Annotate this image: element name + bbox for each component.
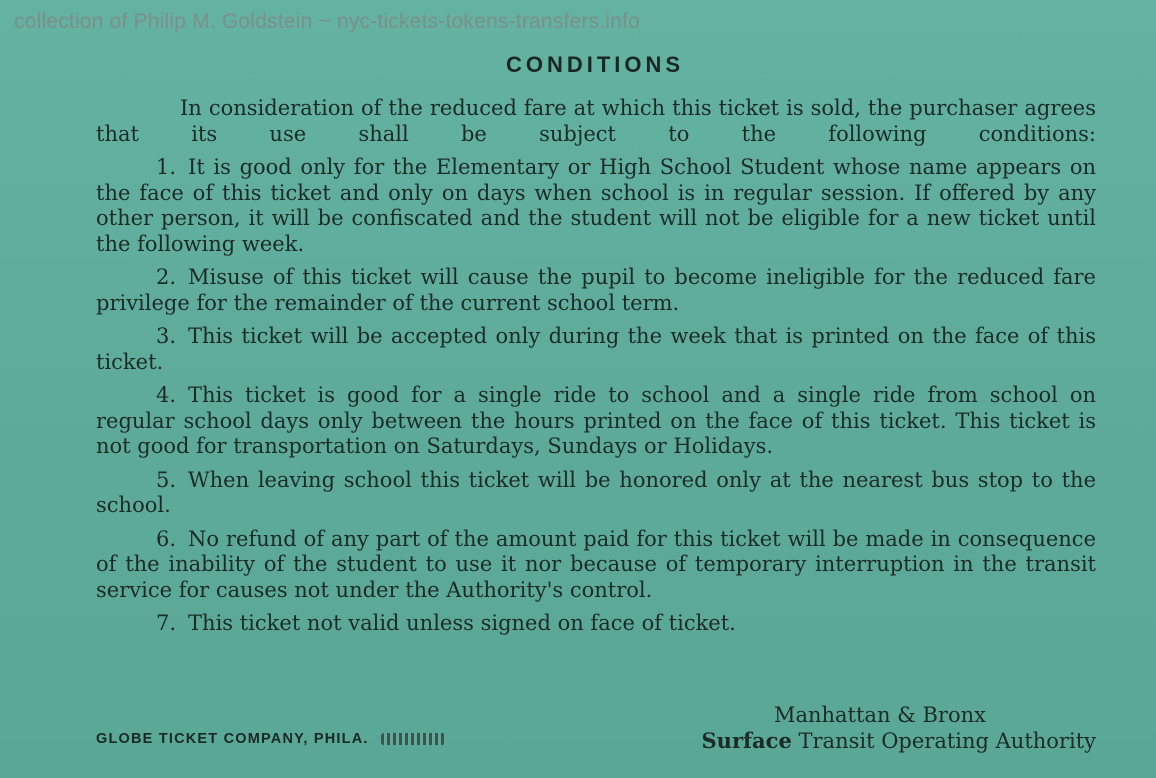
authority-signoff [702,702,1096,754]
condition-number: 4. [156,383,177,407]
collection-watermark: collection of Philip M. Goldstein ~ nyc-tickets-tokens-transfers.info [14,10,640,33]
condition-text: This ticket not valid unless signed on face of ticket. [188,611,736,635]
printer-name: GLOBE TICKET COMPANY, PHILA. [96,731,369,747]
condition-number: 5. [156,467,177,492]
intro-paragraph: In consideration of the reduced fare at which this ticket is sold, the purchaser agrees that its use shall be subject to the following conditions: [96,96,1096,146]
condition-text: It is good only for the Elementary or High School Student whose name appears on the face of this ticket and only on days when school is in regular session. If offered by any other person, it will be confiscated and the student will not be eligible for a new ticket until the following week. [96,155,1096,256]
condition-text: This ticket will be accepted only during the week that is printed on the face of this ticket. [96,324,1096,374]
authority-rest: Transit Operating Authority [798,729,1096,753]
condition-item [96,383,1096,460]
condition-number: 7. [156,611,177,635]
condition-item [96,611,1096,637]
condition-number: 1. [156,155,177,179]
condition-text: This ticket is good for a single ride to school and a single ride from school on regular school days only between the hours printed on the face of this ticket. This ticket is not good for transportation on Saturdays, Sundays or Holidays. [96,383,1096,458]
condition-text: Misuse of this ticket will cause the pupil to become ineligible for the reduced fare privilege for the remainder of the current school term. [96,265,1096,315]
conditions-body [96,96,1096,645]
authority-bold-word: Surface [701,728,792,753]
condition-item [96,324,1096,375]
conditions-heading: CONDITIONS [505,52,685,77]
condition-text: No refund of any part of the amount paid for this ticket will be made in consequence of the inability of the student to use it nor because of temporary interruption in the transit service for causes not under the Authority's control. [96,526,1096,602]
union-label-icon [381,733,445,745]
condition-item [96,155,1096,257]
condition-number: 6. [156,526,177,551]
condition-text: When leaving school this ticket will be honored only at the nearest bus stop to the school. [96,467,1096,517]
condition-item [96,468,1096,519]
authority-line-1: Manhattan & Bronx [773,703,986,727]
condition-item [96,527,1096,604]
condition-number: 3. [156,324,177,348]
printer-imprint [96,731,445,747]
authority-line-2 [702,728,1096,754]
condition-number: 2. [156,265,177,289]
condition-item [96,265,1096,316]
